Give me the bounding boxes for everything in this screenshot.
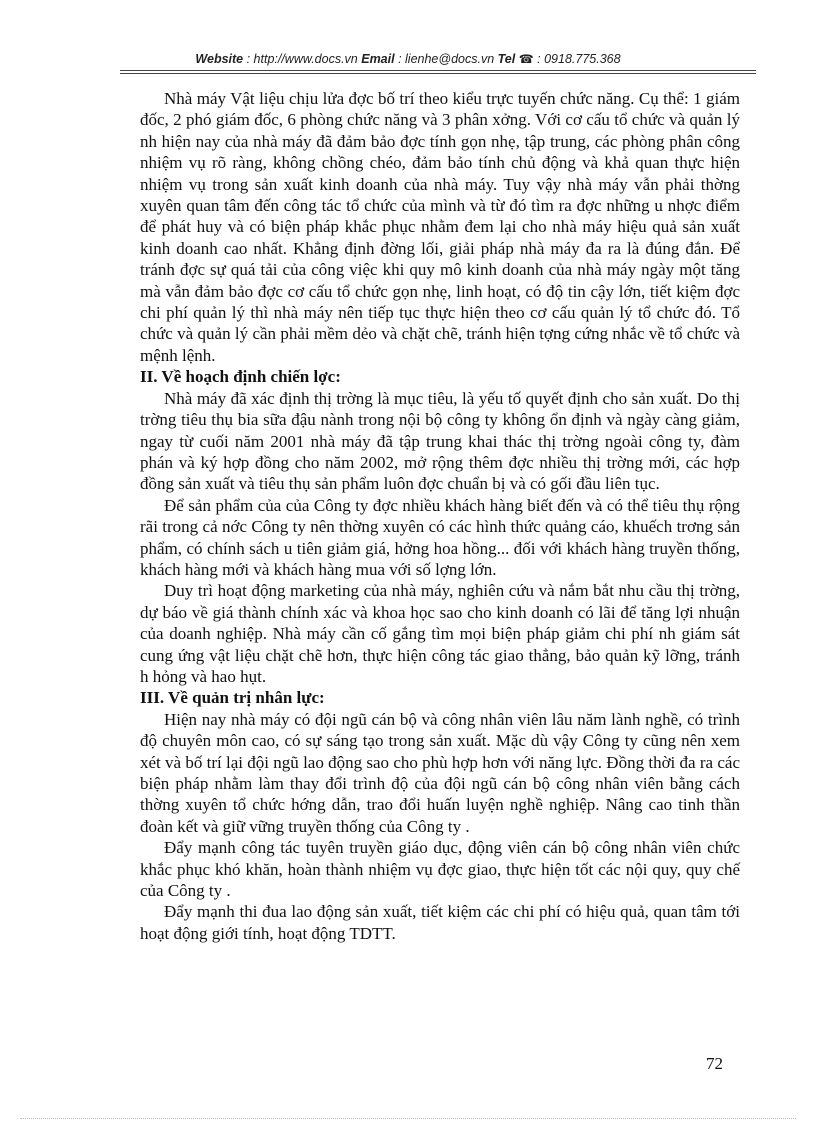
email-value: : lienhe@docs.vn <box>394 52 498 66</box>
paragraph-marketing: Duy trì hoạt động marketing của nhà máy, nghiên cứu và nắm bắt nhu cầu thị trờng, dự báo về giá thành chính xác và khoa học sao cho kinh doanh có lãi để tăng lợi nhuận của doanh nghiệp. Nhà máy cần cố gắng tìm mọi biện pháp giảm chi phí nh giám sát cung ứng vật liệu chặt chẽ hơn, thực hiện công tác giao thẳng, bảo quản kỹ lỡng, tránh h hỏng và hao hụt. <box>140 581 740 686</box>
website-label: Website <box>195 52 244 66</box>
header-rule-bottom <box>120 73 756 74</box>
website-value: : http://www.docs.vn <box>243 52 362 66</box>
phone-icon: ☎ <box>518 52 534 66</box>
paragraph-education: Đẩy mạnh công tác tuyên truyền giáo dục, động viên cán bộ công nhân viên chức khắc phục khó khăn, hoàn thành nhiệm vụ đợc giao, thực hiện tốt các nội quy, quy chế của Công ty . <box>140 838 740 901</box>
footer-dotted-rule <box>20 1118 796 1119</box>
page-header <box>0 52 816 66</box>
paragraph-organization: Nhà máy Vật liệu chịu lửa đợc bố trí theo kiểu trực tuyến chức năng. Cụ thể: 1 giám đốc, 2 phó giám đốc, 6 phòng chức năng và 3 phân xởng. Với cơ cấu tổ chức và quản lý nh hiện nay của nhà máy đã đảm bảo đợc tính gọn nhẹ, tập trung, các phòng phân công nhiệm vụ rõ ràng, không chồng chéo, đảm bảo tính chủ động và khả quan thực hiện nhiệm vụ trong sản xuất kinh doanh của nhà máy. Tuy vậy nhà máy vẫn phải thờng xuyên quan tâm đến công tác tổ chức của mình và từ đó tìm ra đợc những u nhợc điểm để phát huy và có biện pháp khắc phục nhằm đem lại cho nhà máy hiệu quả sản xuất kinh doanh cao nhất. Khẳng định đờng lối, giải pháp nhà máy đa ra là đúng đắn. Để tránh đợc sự quá tải của công việc khi quy mô kinh doanh của nhà máy ngày một tăng mà vẫn đảm bảo đợc cơ cấu tổ chức gọn nhẹ, linh hoạt, có độ tin cậy lớn, tiết kiệm đợc chi phí quản lý thì nhà máy nên tiếp tục thực hiện theo cơ cấu quản lý tổ chức đó. Tổ chức và quản lý cần phải mềm dẻo và chặt chẽ, tránh hiện tợng cứng nhắc về tổ chức và mệnh lệnh. <box>140 89 740 365</box>
tel-label: Tel <box>497 52 516 66</box>
paragraph-emulation: Đẩy mạnh thi đua lao động sản xuất, tiết kiệm các chi phí có hiệu quả, quan tâm tới hoạt động giới tính, hoạt động TDTT. <box>140 902 740 943</box>
paragraph-workforce: Hiện nay nhà máy có đội ngũ cán bộ và công nhân viên lâu năm lành nghề, có trình độ chuyên môn cao, có sự sáng tạo trong sản xuất. Mặc dù vậy Công ty cũng nên xem xét và bố trí lại đội ngũ lao động sao cho phù hợp hơn với năng lực. Đồng thời đa ra các biện pháp nhằm làm thay đổi trình độ của đội ngũ cán bộ công nhân viên bằng cách thờng xuyên tổ chức hớng dẫn, trao đổi huấn luyện nghề nghiệp. Nâng cao tinh thần đoàn kết và giữ vững truyền thống của Công ty . <box>140 709 740 836</box>
email-label: Email <box>361 52 395 66</box>
document-body <box>140 88 740 944</box>
paragraph-advertising: Để sản phẩm của của Công ty đợc nhiều khách hàng biết đến và có thể tiêu thụ rộng rãi trong cả nớc Công ty nên thờng xuyên có các hình thức quảng cáo, khuếch trơng sản phẩm, có chính sách u tiên giảm giá, hởng hoa hồng... đối với khách hàng truyền thống, khách hàng mới và khách hàng mua với số lợng lớn. <box>140 495 740 579</box>
section-heading-strategy: II. Về hoạch định chiến lợc: <box>140 367 341 387</box>
paragraph-market: Nhà máy đã xác định thị trờng là mục tiêu, là yếu tố quyết định cho sản xuất. Do thị trờng tiêu thụ bia sữa đậu nành trong nội bộ công ty không ổn định và ngày càng giảm, ngay từ cuối năm 2001 nhà máy đã tập trung khai thác thị trờng ngoài công ty, đàm phán và ký hợp đồng cho năm 2002, mở rộng thêm đợc nhiều thị trờng mới, các hợp đồng sản xuất và tiêu thụ sản phẩm luôn đợc chuẩn bị và có gối đầu liên tục. <box>140 388 740 494</box>
tel-value: : 0918.775.368 <box>533 52 621 66</box>
section-heading-hr: III. Về quản trị nhân lực: <box>140 688 325 708</box>
header-rule-top <box>120 70 756 71</box>
page-number: 72 <box>706 1054 723 1073</box>
